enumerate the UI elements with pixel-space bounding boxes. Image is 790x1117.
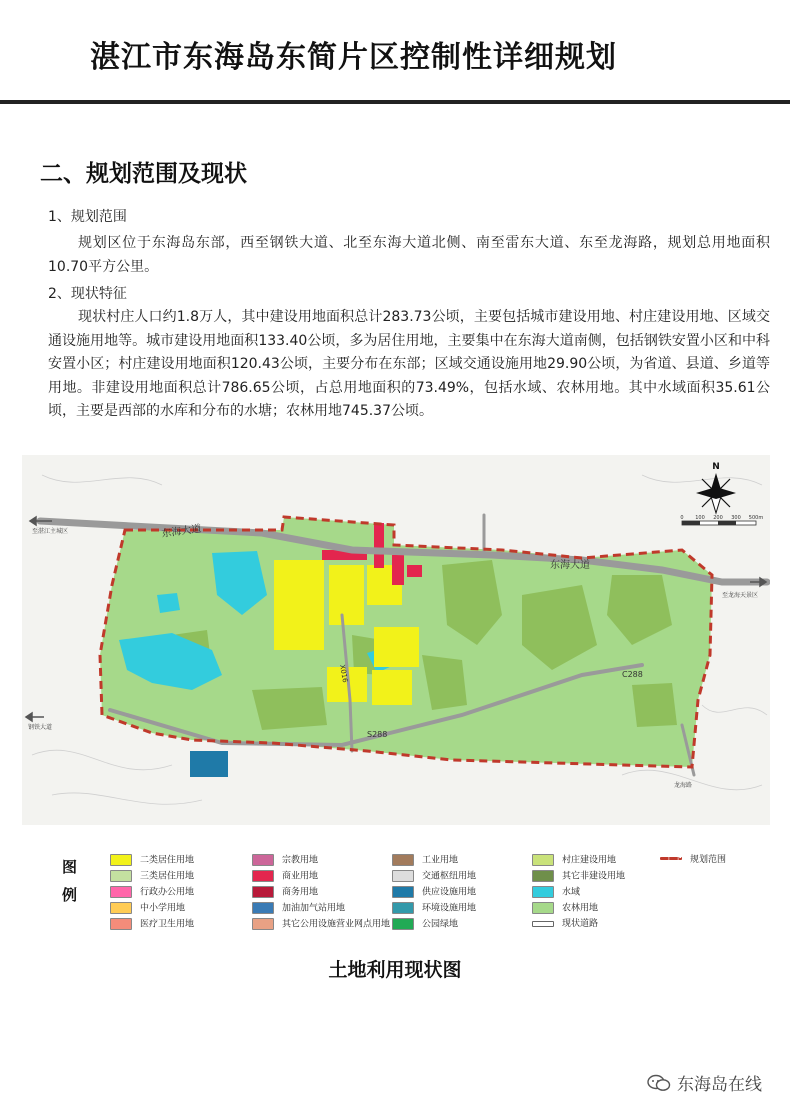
legend-item (252, 854, 318, 867)
edge-label-west: 至湛江主城区 (32, 528, 69, 535)
road-label-c288: C288 (622, 670, 643, 679)
legend-label-top: 图 (62, 858, 78, 876)
north-label: N (712, 462, 720, 472)
legend-item-label: 规划范围 (690, 855, 727, 865)
utility-site (190, 751, 228, 777)
title-rule (0, 100, 790, 104)
legend-swatch (110, 918, 132, 930)
map-legend (62, 852, 772, 932)
legend-item (252, 870, 318, 883)
legend-item-label: 中小学用地 (140, 903, 186, 914)
legend-item-label: 工业用地 (422, 855, 459, 866)
status-heading: 2、现状特征 (48, 286, 127, 302)
edge-label-southwest: 钢铁大道 (28, 724, 53, 731)
road-label-donghai-east: 东海大道 (550, 560, 590, 571)
legend-item-label: 三类居住用地 (140, 871, 195, 882)
edge-label-south: 龙海路 (674, 782, 693, 789)
legend-swatch (532, 902, 554, 914)
document-title: 湛江市东海岛东简片区控制性详细规划 (90, 40, 617, 75)
legend-swatch (252, 854, 274, 866)
legend-item (110, 854, 194, 867)
legend-swatch (392, 854, 414, 866)
legend-item-label: 现状道路 (562, 919, 599, 929)
watermark-text: 东海岛在线 (677, 1075, 762, 1095)
land-use-map (22, 455, 770, 825)
legend-item (660, 854, 726, 867)
legend-item-label: 公园绿地 (422, 919, 459, 930)
edge-label-east: 至龙海天景区 (722, 592, 759, 599)
legend-swatch (110, 870, 132, 882)
section-heading: 二、规划范围及现状 (40, 161, 247, 187)
legend-item (110, 870, 194, 883)
legend-swatch (252, 918, 274, 930)
legend-item-label: 农林用地 (562, 903, 599, 914)
road-label-x016: X016 (338, 663, 350, 684)
legend-item (532, 886, 580, 899)
legend-swatch (252, 886, 274, 898)
legend-item-label: 交通枢纽用地 (422, 871, 477, 882)
legend-item (252, 902, 345, 915)
legend-item-label: 医疗卫生用地 (140, 919, 195, 930)
land-use-map-svg (22, 455, 770, 825)
scale-tick: 500m (748, 515, 764, 521)
legend-item-label: 村庄建设用地 (562, 855, 617, 866)
legend-item (532, 854, 616, 867)
legend-item-label: 加油加气站用地 (282, 903, 346, 914)
legend-swatch (252, 902, 274, 914)
legend-item-label: 宗教用地 (282, 855, 319, 866)
scope-paragraph: 规划区位于东海岛东部，西至钢铁大道、北至东海大道北侧、南至雷东大道、东至龙海路，规划总用地面积10.70平方公里。 (48, 235, 770, 275)
legend-item (252, 886, 318, 899)
legend-swatch (532, 921, 554, 927)
scope-heading: 1、规划范围 (48, 209, 127, 225)
legend-label-bottom: 例 (62, 886, 78, 904)
legend-item (392, 870, 476, 883)
legend-item-label: 其它非建设用地 (562, 871, 626, 882)
legend-swatch (392, 918, 414, 930)
legend-item-label: 其它公用设施营业网点用地 (282, 919, 391, 930)
legend-swatch (392, 870, 414, 882)
legend-swatch (252, 870, 274, 882)
legend-item-label: 商务用地 (282, 887, 319, 898)
legend-swatch (110, 886, 132, 898)
wechat-icon (647, 1074, 671, 1092)
legend-swatch (110, 902, 132, 914)
scale-tick: 100 (695, 515, 705, 521)
status-paragraph: 现状村庄人口约1.8万人，其中建设用地面积总计283.73公顷，主要包括城市建设用地、村庄建设用地、区域交通设施用地等。城市建设用地面积133.40公顷，多为居住用地，主要集中在东海大道南侧，包括钢铁安置小区和中科安置小区；村庄建设用地面积120.43公顷，主要分布在东部；区域交通设施用地29.90公顷，为省道、县道、乡道等用地。非建设用地面积总计786.65公顷，占总用地面积的73.49%，包括水域、农林用地。其中水域面积35.61公顷，主要是西部的水库和分布的水塘；农林用地745.37公顷。 (48, 309, 770, 419)
legend-item (392, 918, 458, 931)
legend-swatch (660, 857, 682, 860)
legend-item (252, 918, 390, 931)
legend-swatch (392, 886, 414, 898)
legend-swatch (110, 854, 132, 866)
scale-tick: 0 (680, 515, 684, 521)
road-label-donghai-west: 东海大道 (160, 523, 203, 540)
scale-tick: 300 (731, 515, 741, 521)
watermark (647, 1070, 762, 1095)
legend-swatch (532, 854, 554, 866)
legend-item-label: 供应设施用地 (422, 887, 477, 898)
legend-swatch (392, 902, 414, 914)
legend-item (110, 918, 194, 931)
road-label-s288: S288 (367, 730, 388, 739)
legend-item (532, 902, 598, 915)
legend-item (532, 918, 598, 931)
legend-item (110, 886, 194, 899)
legend-item-label: 商业用地 (282, 871, 319, 882)
legend-swatch (532, 870, 554, 882)
legend-item (392, 854, 458, 867)
scale-tick: 200 (713, 515, 723, 521)
legend-item-label: 环境设施用地 (422, 903, 477, 914)
legend-item-label: 行政办公用地 (140, 887, 195, 898)
map-caption: 土地利用现状图 (328, 959, 462, 981)
legend-swatch (532, 886, 554, 898)
legend-item-label: 二类居住用地 (140, 855, 195, 866)
legend-item (110, 902, 185, 915)
legend-item-label: 水域 (562, 887, 581, 898)
legend-item (392, 902, 476, 915)
legend-item (392, 886, 476, 899)
legend-item (532, 870, 625, 883)
